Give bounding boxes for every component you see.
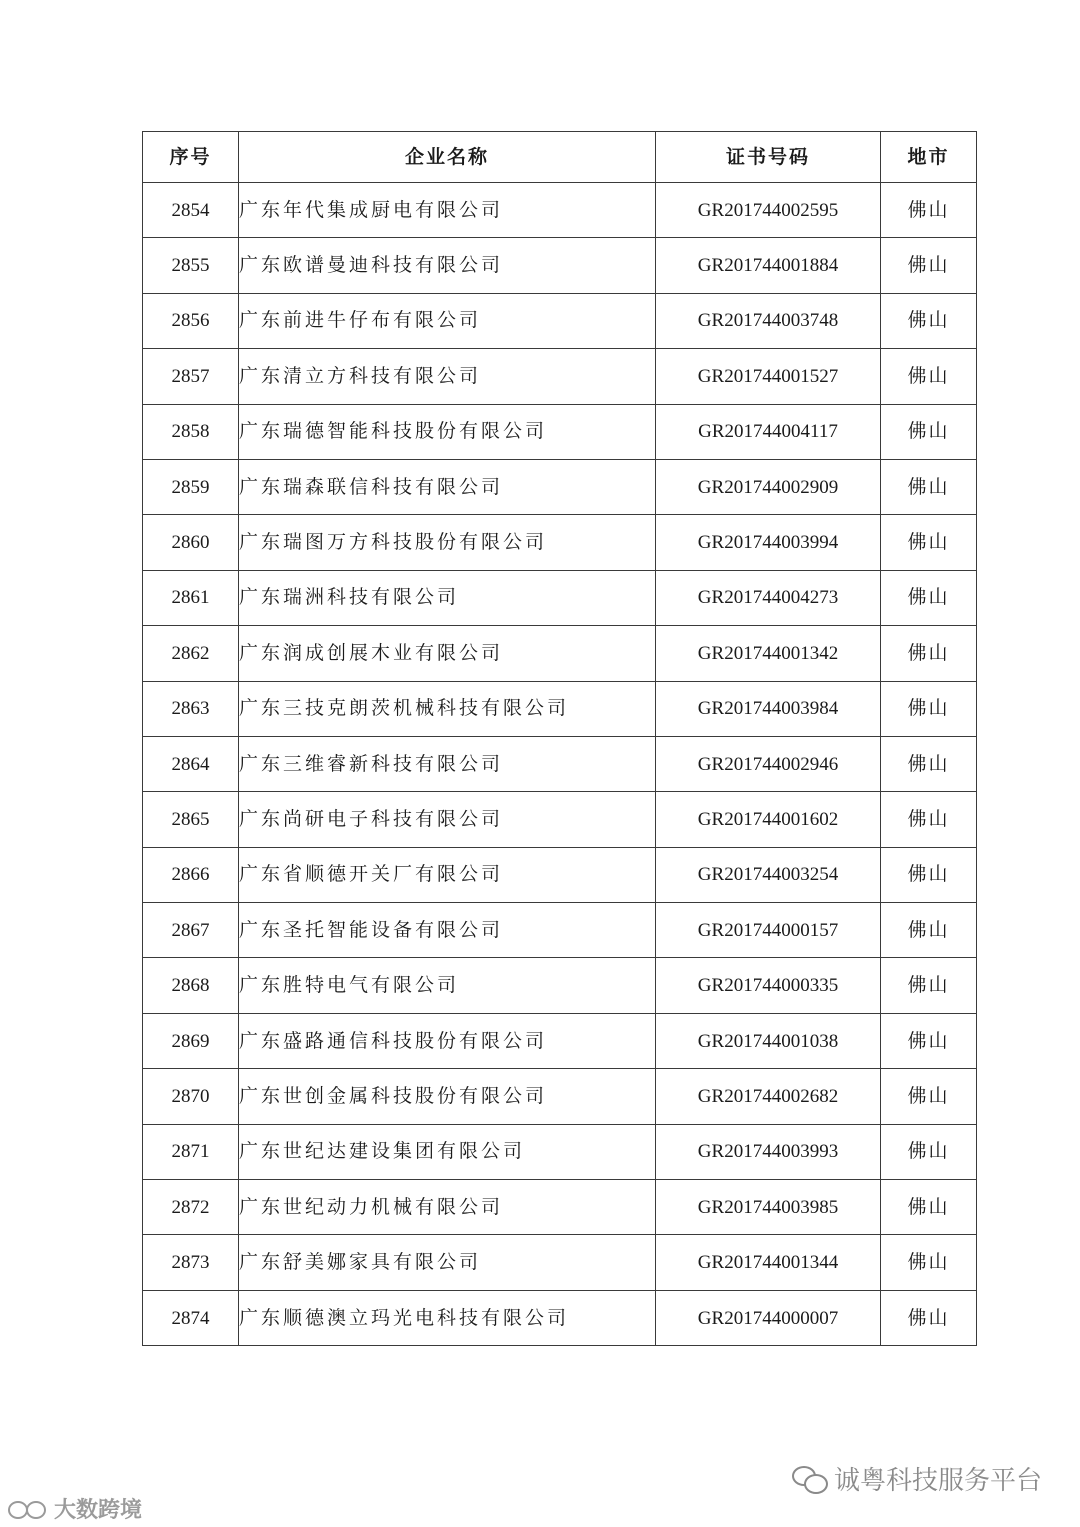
cell-city: 佛山 [881,1290,977,1345]
cell-seq: 2867 [143,903,239,958]
cell-city: 佛山 [881,1180,977,1235]
cell-cert: GR201744003985 [656,1180,881,1235]
cell-cert: GR201744002595 [656,183,881,238]
cell-seq: 2862 [143,626,239,681]
table-row [143,459,977,514]
table-row [143,1124,977,1179]
cell-name: 广东瑞森联信科技有限公司 [239,459,656,514]
table-row [143,847,977,902]
cell-city: 佛山 [881,404,977,459]
cell-seq: 2869 [143,1013,239,1068]
cell-city: 佛山 [881,847,977,902]
cell-seq: 2870 [143,1069,239,1124]
header-name: 企业名称 [239,132,656,183]
cell-seq: 2861 [143,570,239,625]
cell-city: 佛山 [881,792,977,847]
table-row [143,1013,977,1068]
cell-cert: GR201744000007 [656,1290,881,1345]
site-watermark [6,1493,142,1524]
cell-seq: 2854 [143,183,239,238]
cell-name: 广东三维睿新科技有限公司 [239,736,656,791]
table-row [143,349,977,404]
site-watermark-text: 大数跨境 [54,1498,143,1523]
cell-city: 佛山 [881,958,977,1013]
cell-seq: 2871 [143,1124,239,1179]
cell-cert: GR201744000335 [656,958,881,1013]
table-row [143,404,977,459]
enterprise-table [142,131,977,1346]
cell-name: 广东欧谱曼迪科技有限公司 [239,238,656,293]
cell-seq: 2858 [143,404,239,459]
table-body [143,183,977,1346]
cell-city: 佛山 [881,1235,977,1290]
cell-seq: 2864 [143,736,239,791]
platform-watermark-text: 诚粤科技服务平台 [833,1466,1042,1496]
cell-city: 佛山 [881,1069,977,1124]
table-row [143,958,977,1013]
table-row [143,183,977,238]
cell-name: 广东世纪动力机械有限公司 [239,1180,656,1235]
header-seq: 序号 [143,132,239,183]
cell-cert: GR201744003984 [656,681,881,736]
platform-watermark [792,1460,1042,1497]
cell-name: 广东润成创展木业有限公司 [239,626,656,681]
cell-city: 佛山 [881,626,977,681]
table-row [143,570,977,625]
cell-cert: GR201744001527 [656,349,881,404]
cell-city: 佛山 [881,183,977,238]
cell-city: 佛山 [881,1124,977,1179]
cell-name: 广东顺德澳立玛光电科技有限公司 [239,1290,656,1345]
cell-cert: GR201744003748 [656,293,881,348]
cell-seq: 2865 [143,792,239,847]
cell-city: 佛山 [881,293,977,348]
cell-seq: 2855 [143,238,239,293]
cell-cert: GR201744002946 [656,736,881,791]
table-row [143,1069,977,1124]
cell-name: 广东尚研电子科技有限公司 [239,792,656,847]
cell-city: 佛山 [881,349,977,404]
table-header [143,132,977,183]
cell-name: 广东瑞德智能科技股份有限公司 [239,404,656,459]
cell-seq: 2868 [143,958,239,1013]
cell-seq: 2873 [143,1235,239,1290]
cell-seq: 2872 [143,1180,239,1235]
cell-name: 广东圣托智能设备有限公司 [239,903,656,958]
cell-name: 广东舒美娜家具有限公司 [239,1235,656,1290]
table-row [143,792,977,847]
cell-name: 广东胜特电气有限公司 [239,958,656,1013]
cell-cert: GR201744004117 [656,404,881,459]
cell-city: 佛山 [881,238,977,293]
header-city: 地市 [881,132,977,183]
cell-cert: GR201744001038 [656,1013,881,1068]
cell-seq: 2866 [143,847,239,902]
table-row [143,1290,977,1345]
table-row [143,1235,977,1290]
wechat-icon [792,1464,828,1494]
cell-name: 广东盛路通信科技股份有限公司 [239,1013,656,1068]
cell-seq: 2863 [143,681,239,736]
cell-city: 佛山 [881,736,977,791]
table-row [143,293,977,348]
cell-city: 佛山 [881,681,977,736]
cell-name: 广东清立方科技有限公司 [239,349,656,404]
cell-seq: 2874 [143,1290,239,1345]
cell-cert: GR201744004273 [656,570,881,625]
cell-city: 佛山 [881,1013,977,1068]
cell-cert: GR201744003993 [656,1124,881,1179]
cell-name: 广东世创金属科技股份有限公司 [239,1069,656,1124]
header-cert: 证书号码 [656,132,881,183]
cell-cert: GR201744003994 [656,515,881,570]
cell-name: 广东年代集成厨电有限公司 [239,183,656,238]
cell-city: 佛山 [881,459,977,514]
cell-cert: GR201744001344 [656,1235,881,1290]
cell-cert: GR201744001342 [656,626,881,681]
table-row [143,1180,977,1235]
cell-cert: GR201744002909 [656,459,881,514]
cell-seq: 2859 [143,459,239,514]
cell-seq: 2857 [143,349,239,404]
cell-cert: GR201744001602 [656,792,881,847]
cell-cert: GR201744000157 [656,903,881,958]
cell-city: 佛山 [881,903,977,958]
cell-name: 广东瑞洲科技有限公司 [239,570,656,625]
cell-cert: GR201744001884 [656,238,881,293]
cell-city: 佛山 [881,515,977,570]
table-row [143,626,977,681]
cell-name: 广东前进牛仔布有限公司 [239,293,656,348]
cell-name: 广东瑞图万方科技股份有限公司 [239,515,656,570]
logo-icon [6,1498,50,1520]
header-row [143,132,977,183]
table-row [143,903,977,958]
cell-name: 广东世纪达建设集团有限公司 [239,1124,656,1179]
cell-seq: 2856 [143,293,239,348]
table-row [143,238,977,293]
cell-name: 广东三技克朗茨机械科技有限公司 [239,681,656,736]
cell-cert: GR201744002682 [656,1069,881,1124]
table-row [143,681,977,736]
table-row [143,736,977,791]
cell-cert: GR201744003254 [656,847,881,902]
cell-city: 佛山 [881,570,977,625]
cell-seq: 2860 [143,515,239,570]
table-row [143,515,977,570]
cell-name: 广东省顺德开关厂有限公司 [239,847,656,902]
